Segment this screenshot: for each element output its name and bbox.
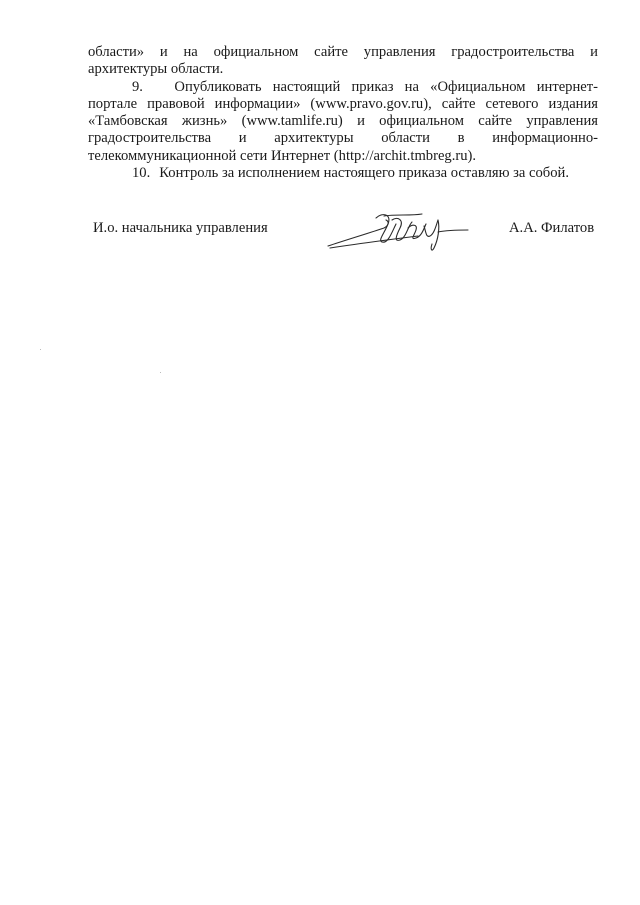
paragraph-10-number: 10. [132, 165, 151, 182]
order-text [88, 44, 598, 182]
scan-speck [160, 372, 161, 373]
paragraph-9-number: 9. [132, 78, 143, 95]
paragraph-10-text: Контроль за исполнением настоящего приказа оставляю за собой. [159, 165, 569, 182]
paragraph-8-line-1: области» и на официальном сайте управления градостроительства и [88, 44, 598, 60]
paragraph-9-line-5: телекоммуникационной сети Интернет (http://archit.tmbreg.ru). [88, 147, 477, 164]
paragraph-9-line-2: портале правовой информации» (www.pravo.gov.ru), сайте сетевого издания [88, 95, 598, 112]
signature-block [0, 210, 640, 260]
scan-speck [40, 349, 41, 350]
paragraph-8-line-2: архитектуры области. [88, 61, 224, 78]
signatory-position: И.о. начальника управления [93, 220, 268, 236]
paragraph-9-line-3: «Тамбовская жизнь» (www.tamlife.ru) и официальном сайте управления [88, 113, 598, 130]
signatory-name: А.А. Филатов [509, 220, 595, 236]
paragraph-9-line-1 [88, 79, 598, 96]
paragraph-10-line-1 [88, 165, 598, 182]
paragraph-9-line-4: градостроительства и архитектуры области в информационно- [88, 130, 598, 147]
paragraph-9-text-1: Опубликовать настоящий приказ на «Официальном интернет- [174, 78, 599, 95]
handwritten-signature [326, 210, 470, 254]
